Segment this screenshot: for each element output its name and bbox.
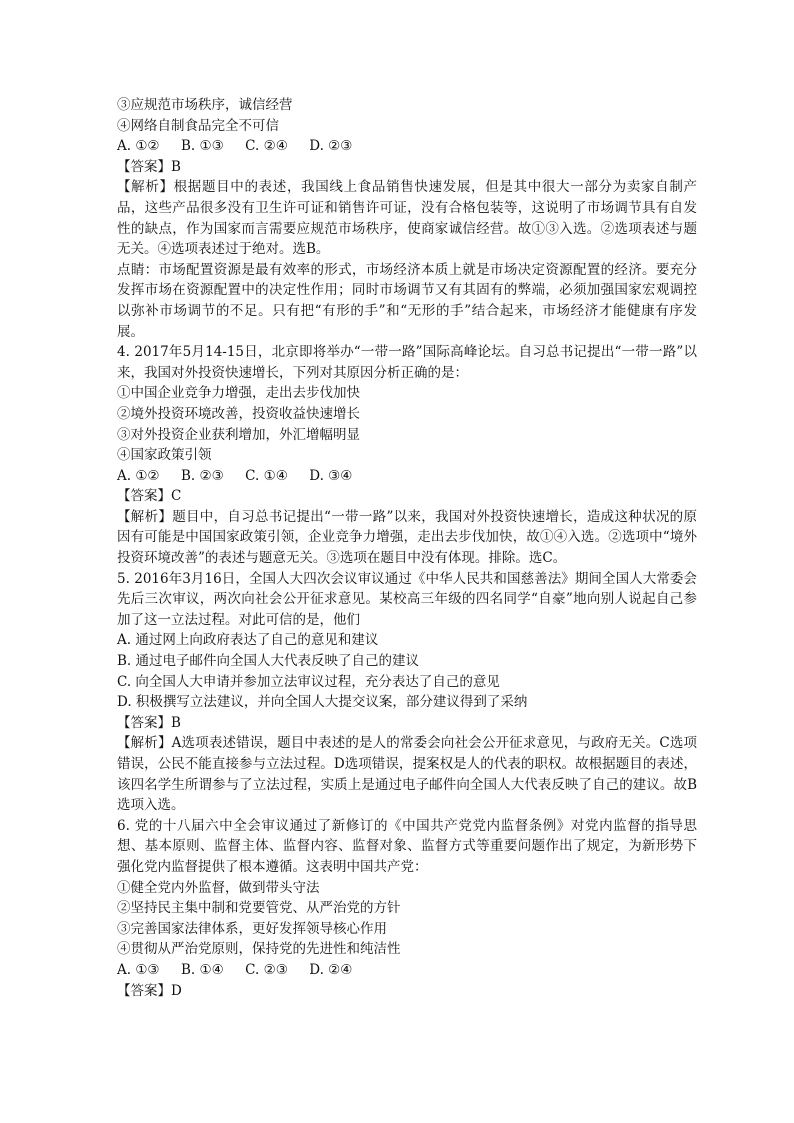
answer-label: 【答案】B: [117, 158, 181, 175]
q5-analysis-paragraph: 【解析】A选项表述错误，题目中表述的是人的常委会向社会公开征求意见，与政府无关。C选项错误，公民不能直接参与立法过程。D选项错误，提案权是人的代表的职权。故根据题目的表述，该四名学生所谓参与了立法过程，实质上是通过电子邮件向全国人大代表反映了自己的建议。故B选项入选。: [117, 735, 697, 814]
option-3-line: ③应规范市场秩序，诚信经营: [117, 97, 293, 113]
key-point-paragraph: 点睛：市场配置资源是最有效率的形式，市场经济本质上就是市场决定资源配置的经济。要充分发挥市场在资源配置中的决定性作用；同时市场调节又有其固有的弊端，必须加强国家宏观调控以弥补市场调节的不足。只有把“有形的手”和“无形的手”结合起来，市场经济才能健康有序发展。: [117, 261, 697, 340]
q5-option-a: A. 通过网上向政府表达了自己的意见和建议: [117, 632, 379, 649]
q6-answer-choices: A. ①③ B. ①④ C. ②③ D. ②④: [117, 961, 353, 978]
q5-option-c: C. 向全国人大申请并参加立法审议过程，充分表达了自己的意见: [117, 673, 500, 690]
question-6-stem: 6. 党的十八届六中全会审议通过了新修订的《中国共产党党内监督条例》对党内监督的指导思想、基本原则、监督主体、监督内容、监督对象、监督方式等重要问题作出了规定，为新形势下强化党内监督提供了根本遵循。这表明中国共产党：: [117, 817, 697, 875]
q6-answer-label: 【答案】D: [117, 982, 182, 999]
q4-answer-label: 【答案】C: [117, 488, 182, 505]
answer-choices: A. ①② B. ①③ C. ②④ D. ②③: [117, 138, 353, 155]
document-page: [117, 95, 697, 1001]
q5-answer-label: 【答案】B: [117, 714, 181, 731]
q6-option-2: ②坚持民主集中制和党要管党、从严治党的方针: [117, 900, 401, 917]
analysis-paragraph: 【解析】根据题目中的表述，我国线上食品销售快速发展，但是其中很大一部分为卖家自制产品，这些产品很多没有卫生许可证和销售许可证，没有合格包装等，这说明了市场调节具有自发性的缺点，作为国家而言需要应规范市场秩序，使商家诚信经营。故①③入选。②选项表述与题无关。④选项表述过于绝对。选B。: [117, 179, 697, 258]
q6-option-1: ①健全党内外监督，做到带头守法: [117, 879, 320, 896]
q4-answer-choices: A. ①② B. ②③ C. ①④ D. ③④: [117, 467, 353, 484]
q4-option-1: ①中国企业竞争力增强，走出去步伐加快: [117, 385, 360, 402]
q4-option-4: ④国家政策引领: [117, 447, 212, 464]
question-4-stem: 4. 2017年5月14-15日，北京即将举办“一带一路”国际高峰论坛。自习总书记提出“一带一路”以来，我国对外投资快速增长，下列对其原因分析正确的是：: [117, 344, 697, 381]
q6-option-3: ③完善国家法律体系，更好发挥领导核心作用: [117, 920, 387, 937]
q6-option-4: ④贯彻从严治党原则，保持党的先进性和纯洁性: [117, 941, 401, 958]
q5-option-d: D. 积极撰写立法建议，并向全国人大提交议案，部分建议得到了采纳: [117, 694, 528, 711]
question-5-stem: 5. 2016年3月16日，全国人大四次会议审议通过《中华人民共和国慈善法》期间全国人大常委会先后三次审议，两次向社会公开征求意见。某校高三年级的四名同学“自豪”地向别人说起自己参加了这一立法过程。对此可信的是，他们: [117, 570, 697, 628]
q4-option-2: ②境外投资环境改善，投资收益快速增长: [117, 405, 360, 422]
q4-analysis-paragraph: 【解析】题目中，自习总书记提出“一带一路”以来，我国对外投资快速增长，造成这种状况的原因有可能是中国国家政策引领，企业竞争力增强，走出去步伐加快，故①④入选。②选项中“境外投资环境改善”的表述与题意无关。③选项在题目中没有体现。排除。选C。: [117, 508, 697, 567]
option-4-line: ④网络自制食品完全不可信: [117, 117, 279, 134]
q5-option-b: B. 通过电子邮件向全国人大代表反映了自己的建议: [117, 653, 420, 670]
q4-option-3: ③对外投资企业获利增加，外汇增幅明显: [117, 426, 360, 443]
